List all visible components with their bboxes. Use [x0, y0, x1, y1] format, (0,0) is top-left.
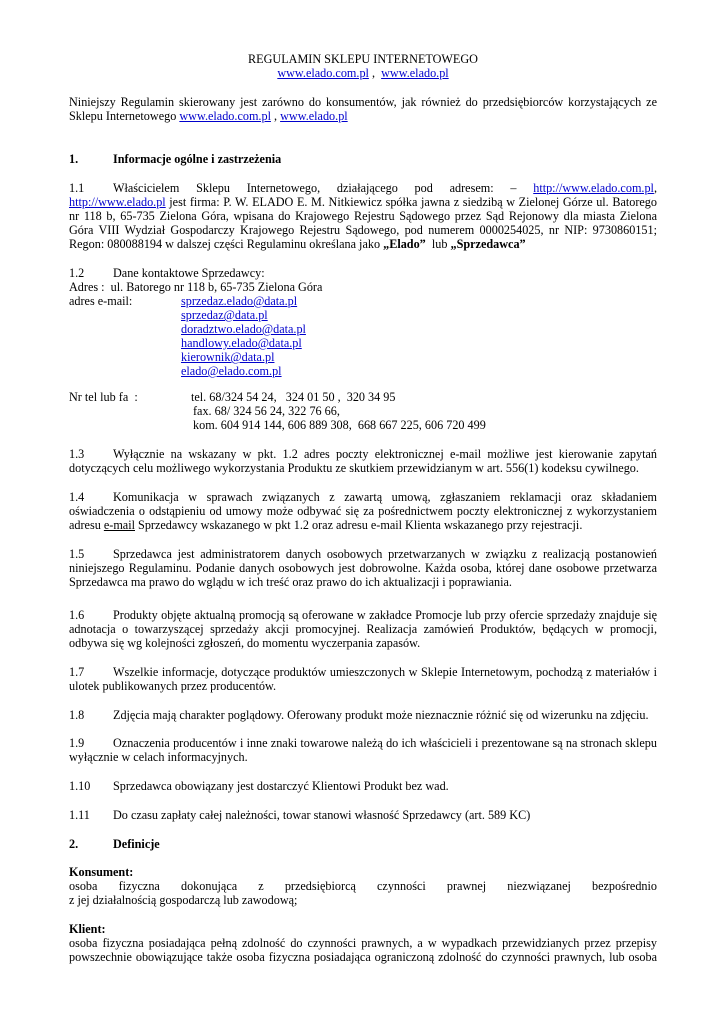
- section-1-heading: 1. Informacje ogólne i zastrzeżenia: [69, 152, 282, 166]
- paragraph-1-2: 1.2 Dane kontaktowe Sprzedawcy: Adres : ul. Batorego nr 118 b, 65-735 Zielona Góra adres e-mail: sprzedaz.elado@data.pl sprzedaz@data.pl doradztwo.elado@data.pl handlowy.elado@data.pl kierownik@data.pl elado@elado.com.pl: [69, 266, 657, 378]
- paragraph-1-1: 1.1 Właścicielem Sklepu Internetowego, działającego pod adresem: – http://www.elado.com.pl, http://www.elado.pl jest firma: P. W. ELADO E. M. Nitkiewicz spółka jawna z siedzibą w Zielonej Górze ul. Batorego nr 118 b, 65-735 Zielona Góra, wpisana do Krajowego Rejestru Sądowego przez Sąd Rejonowy dla miasta Zielona Góra VIII Wydział Gospodarczy Krajowego Rejestru Sądowego, pod numerem 0000254025, nr NIP: 9730860151; Regon: 080088194 w dalszej części Regulaminu określana jako „Elado” lub „Sprzedawca”: [69, 181, 657, 251]
- definition-klient: Klient: osoba fizyczna posiadająca pełną zdolność do czynności prawnych, a w wypadkach przewidzianych przez przepisy powszechnie obowiązujące także osoba fizyczna posiadająca ograniczoną zdolność do czynności prawnych, lub osoba: [69, 922, 657, 964]
- phone-block: Nr tel lub fa : tel. 68/324 54 24, 324 01 50 , 320 34 95 fax. 68/ 324 56 24, 322 76 66, kom. 604 914 144, 606 889 308, 668 667 225, 606 720 499: [69, 390, 486, 432]
- email-link[interactable]: doradztwo.elado@data.pl: [181, 322, 306, 336]
- link-http-elado-pl[interactable]: http://www.elado.pl: [69, 195, 166, 209]
- paragraph-1-8: 1.8 Zdjęcia mają charakter poglądowy. Oferowany produkt może nieznacznie różnić się od wizerunku na zdjęciu.: [69, 708, 649, 722]
- paragraph-1-4: 1.4 Komunikacja w sprawach związanych z zawartą umową, zgłaszaniem reklamacji oraz składaniem oświadczenia o odstąpieniu od umowy może odbywać się za pośrednictwem poczty elektronicznej z wykorzystaniem adresu e-mail Sprzedawcy wskazanego w pkt 1.2 oraz adresu e-mail Klienta wskazanego przy rejestracji.: [69, 490, 657, 532]
- paragraph-1-6: 1.6 Produkty objęte aktualną promocją są oferowane w zakładce Promocje lub przy ofercie sprzedaży znajduje się adnotacja o towarzyszącej sprzedaży akcji promocyjnej. Realizacja zamówień Produktów, będących w promocji, odbywa się wg kolejności zgłoszeń, do momentu wyczerpania zapasów.: [69, 608, 657, 650]
- definition-konsument: Konsument: osoba fizyczna dokonująca z przedsiębiorcą czynności prawnej niezwiązanej bezpośrednio z jej działalnością gospodarczą lub zawodową;: [69, 865, 657, 907]
- intro-paragraph: Niniejszy Regulamin skierowany jest zarówno do konsumentów, jak również do przedsiębiorców korzystających ze Sklepu Internetowego www.elado.com.pl , www.elado.pl: [69, 95, 657, 123]
- paragraph-1-7: 1.7 Wszelkie informacje, dotyczące produktów umieszczonych w Sklepie Internetowym, pochodzą z materiałów i ulotek publikowanych przez producentów.: [69, 665, 657, 693]
- intro-link-2[interactable]: www.elado.pl: [280, 109, 348, 123]
- email-link[interactable]: elado@elado.com.pl: [181, 364, 282, 378]
- link-elado-pl[interactable]: www.elado.pl: [381, 66, 449, 80]
- paragraph-1-5: 1.5 Sprzedawca jest administratorem danych osobowych przetwarzanych w związku z realizacją postanowień niniejszego Regulaminu. Podanie danych osobowych jest dobrowolne. Każda osoba, której dane osobowe przetwarza Sprzedawca ma prawo do wglądu w ich treść oraz prawo do ich aktualizacji i poprawiania.: [69, 547, 657, 589]
- paragraph-1-3: 1.3 Wyłącznie na wskazany w pkt. 1.2 adres poczty elektronicznej e-mail możliwe jest kierowanie zapytań dotyczących celu możliwego wykorzystania Produktu ze skutkiem przewidzianym w art. 556(1) kodeksu cywilnego.: [69, 447, 657, 475]
- paragraph-1-11: 1.11 Do czasu zapłaty całej należności, towar stanowi własność Sprzedawcy (art. 589 KC): [69, 808, 531, 822]
- document-title: REGULAMIN SKLEPU INTERNETOWEGO: [248, 52, 478, 66]
- link-http-elado-com-pl[interactable]: http://www.elado.com.pl: [533, 181, 654, 195]
- email-link[interactable]: handlowy.elado@data.pl: [181, 336, 302, 350]
- email-link[interactable]: sprzedaz@data.pl: [181, 308, 268, 322]
- email-link[interactable]: sprzedaz.elado@data.pl: [181, 294, 298, 308]
- intro-link-1[interactable]: www.elado.com.pl: [179, 109, 271, 123]
- title-links: www.elado.com.pl , www.elado.pl: [277, 66, 449, 80]
- link-elado-com-pl[interactable]: www.elado.com.pl: [277, 66, 369, 80]
- email-list: adres e-mail: sprzedaz.elado@data.pl sprzedaz@data.pl doradztwo.elado@data.pl handlowy.elado@data.pl kierownik@data.pl elado@elado.com.pl: [69, 294, 306, 378]
- paragraph-1-10: 1.10 Sprzedawca obowiązany jest dostarczyć Klientowi Produkt bez wad.: [69, 779, 449, 793]
- section-2-heading: 2. Definicje: [69, 837, 160, 851]
- email-link[interactable]: kierownik@data.pl: [181, 350, 275, 364]
- paragraph-1-9: 1.9 Oznaczenia producentów i inne znaki towarowe należą do ich właścicieli i prezentowane są na stronach sklepu wyłącznie w celach informacyjnych.: [69, 736, 657, 764]
